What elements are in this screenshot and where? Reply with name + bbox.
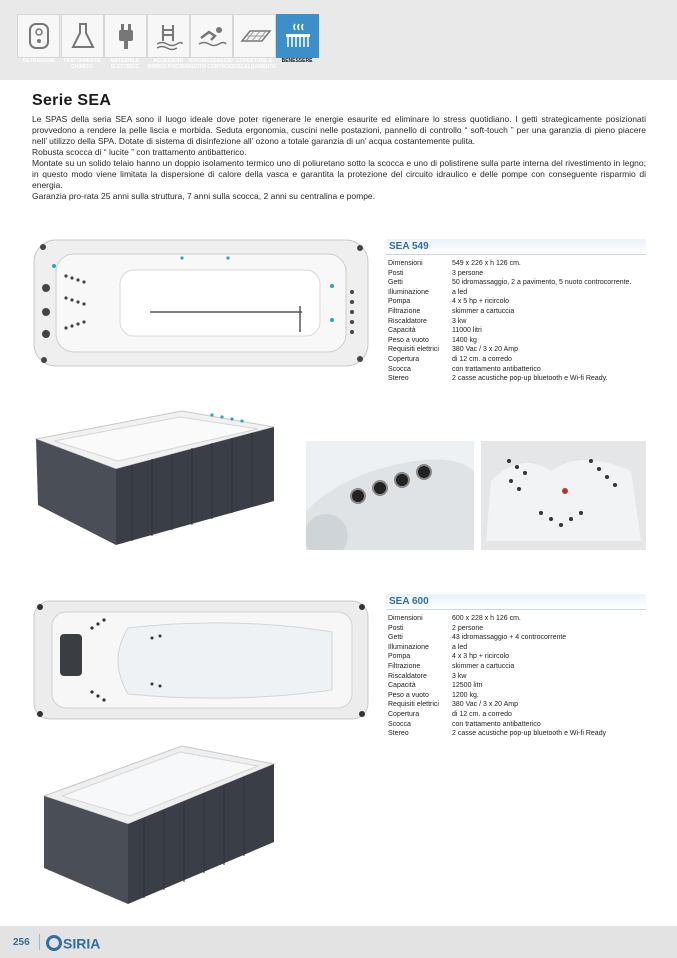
spec-value: 600 x 228 x h 126 cm. bbox=[452, 615, 521, 622]
spec-label: Filtrazione bbox=[388, 662, 421, 670]
spec-value: skimmer a cartuccia bbox=[452, 307, 515, 315]
spec-row bbox=[386, 633, 606, 643]
spec-value: 3 kw bbox=[452, 317, 467, 325]
spec-value: 2 casse acustiche pop-up bluetooth e Wi-fi Ready bbox=[452, 730, 607, 738]
jets-detail-photo bbox=[306, 441, 474, 550]
spec-row bbox=[386, 345, 631, 355]
tab-label-trattamento: TRATTAMENTO CHIMICO bbox=[63, 58, 101, 70]
spec-value: 11000 litri bbox=[452, 327, 482, 335]
sea549-spec-sheet bbox=[386, 239, 646, 384]
swimmer-icon bbox=[197, 21, 227, 51]
spec-row bbox=[386, 336, 631, 346]
intro-text bbox=[32, 114, 646, 202]
tab-label-materiale: MATERIALE ELETTRICO bbox=[110, 58, 140, 70]
spec-value: 4 x 3 hp + ricircolo bbox=[452, 653, 509, 661]
spec-value: 1400 kg bbox=[452, 336, 477, 344]
spec-value: 380 Vac / 3 x 20 Amp bbox=[452, 346, 519, 354]
spec-label: Riscaldatore bbox=[388, 317, 427, 325]
spec-row bbox=[386, 259, 631, 269]
spec-label: Copertura bbox=[388, 710, 420, 718]
spec-value: 3 persone bbox=[452, 269, 484, 277]
spec-row bbox=[386, 643, 606, 653]
spec-label: Copertura bbox=[388, 355, 420, 363]
sea549-perspective-photo bbox=[32, 405, 276, 549]
spec-row bbox=[386, 681, 606, 691]
spec-label: Riscaldatore bbox=[388, 672, 427, 680]
sea600-perspective-photo bbox=[32, 738, 276, 906]
spec-label: Pompa bbox=[388, 653, 411, 661]
intro-paragraph: Robusta scocca di “ lucite ” con trattamento antibatterico. bbox=[32, 147, 247, 157]
page-number: 256 bbox=[13, 937, 30, 948]
page-title: Serie SEA bbox=[32, 92, 112, 109]
spec-row bbox=[386, 700, 606, 710]
spec-value: di 12 cm. a corredo bbox=[452, 355, 512, 363]
footer-divider bbox=[39, 934, 40, 950]
spec-label: Dimensioni bbox=[388, 615, 423, 622]
cover-icon bbox=[240, 21, 272, 51]
spec-value: con trattamento antibatterico bbox=[452, 720, 541, 728]
spec-label: Stereo bbox=[388, 730, 409, 738]
tab-label-accessori: ACCESSORI BORDO PISCINA bbox=[147, 58, 189, 70]
siria-logo bbox=[46, 933, 116, 958]
spec-row bbox=[386, 729, 606, 739]
spec-label: Posti bbox=[388, 624, 404, 632]
spec-value: a led bbox=[452, 288, 468, 296]
spec-label: Scocca bbox=[388, 720, 411, 728]
spec-row bbox=[386, 662, 606, 672]
tab-label-idromassaggio: IDROMASSAGGIO NUOTO CONTROC. bbox=[187, 58, 235, 70]
spec-row bbox=[386, 652, 606, 662]
spec-row bbox=[386, 691, 606, 701]
spec-label: Getti bbox=[388, 634, 403, 642]
spec-table bbox=[386, 259, 631, 384]
spec-label: Posti bbox=[388, 269, 404, 277]
spec-value: di 12 cm. a corredo bbox=[452, 710, 512, 718]
tab-accessori-bordo-piscina[interactable] bbox=[147, 14, 190, 58]
spec-label: Dimensioni bbox=[388, 260, 423, 267]
spec-row bbox=[386, 288, 631, 298]
spec-value: 4 x 5 hp + ricircolo bbox=[452, 298, 509, 306]
spec-table bbox=[386, 614, 606, 739]
sea600-top-view-photo bbox=[32, 598, 372, 722]
spec-row bbox=[386, 365, 631, 375]
plug-icon bbox=[111, 21, 141, 51]
product-name: SEA 549 bbox=[386, 239, 646, 255]
spec-row bbox=[386, 278, 631, 288]
spec-label: Pompa bbox=[388, 298, 411, 306]
spec-row bbox=[386, 269, 631, 279]
spec-row bbox=[386, 614, 606, 624]
brand-name: SIRIA bbox=[63, 935, 101, 952]
spec-value: 549 x 226 x h 126 cm. bbox=[452, 260, 521, 267]
spec-value: 2 casse acustiche pop-up bluetooth e Wi-fi Ready. bbox=[452, 375, 608, 383]
sea600-spec-sheet bbox=[386, 594, 646, 739]
spec-row bbox=[386, 355, 631, 365]
spec-label: Peso a vuoto bbox=[388, 691, 429, 699]
spec-value: 380 Vac / 3 x 20 Amp bbox=[452, 701, 519, 709]
spec-row bbox=[386, 672, 606, 682]
spec-label: Capacità bbox=[388, 682, 416, 690]
spec-label: Getti bbox=[388, 279, 403, 287]
tab-benessere[interactable] bbox=[276, 14, 319, 58]
spec-label: Requisiti elettrici bbox=[388, 701, 439, 709]
tab-materiale-elettrico[interactable] bbox=[104, 14, 147, 58]
spec-row bbox=[386, 374, 631, 384]
spec-value: 1200 kg. bbox=[452, 691, 479, 699]
tab-label-filtrazione: FILTRAZIONE bbox=[22, 58, 56, 64]
spec-label: Capacità bbox=[388, 327, 416, 335]
tab-label-benessere: BENESSERE bbox=[281, 58, 313, 64]
spec-row bbox=[386, 624, 606, 634]
tab-coperture-riscaldamento[interactable] bbox=[233, 14, 276, 58]
spec-label: Filtrazione bbox=[388, 307, 421, 315]
sea549-top-view-photo bbox=[32, 236, 372, 370]
spec-value: 50 idromassaggio, 2 a pavimento, 5 nuoto controcorrente. bbox=[452, 279, 632, 287]
tab-label-coperture: COPERTURE E RISCALDAMENTO bbox=[232, 58, 276, 70]
spec-label: Stereo bbox=[388, 375, 409, 383]
spec-row bbox=[386, 317, 631, 327]
intro-paragraph: Montate su un solido telaio hanno un doppio isolamento termico uno di poliuretano sotto la scocca e uno di polistirene sulla parte interna del rivestimento in legno; in questo modo viene limitata la dispersione di calore della vasca e garantita la protezione del circuito idraulico e delle pompe con conseguente risparmio di energia. bbox=[32, 158, 646, 190]
filter-icon bbox=[24, 21, 54, 51]
flask-icon bbox=[68, 21, 98, 51]
category-nav-bar bbox=[0, 0, 677, 80]
seats-detail-photo bbox=[481, 441, 646, 550]
intro-paragraph: Garanzia pro-rata 25 anni sulla struttura, 7 anni sulla scocca, 2 anni su centralina e pompe. bbox=[32, 191, 376, 201]
spec-value: 12500 litri bbox=[452, 682, 483, 690]
tab-filtrazione[interactable] bbox=[17, 14, 60, 58]
spec-value: 2 persone bbox=[452, 624, 484, 632]
spec-row bbox=[386, 307, 631, 317]
spec-row bbox=[386, 297, 631, 307]
spec-value: a led bbox=[452, 643, 468, 651]
spec-label: Peso a vuoto bbox=[388, 336, 429, 344]
spec-row bbox=[386, 710, 606, 720]
spec-label: Illuminazione bbox=[388, 643, 429, 651]
spec-row bbox=[386, 720, 606, 730]
spec-value: skimmer a cartuccia bbox=[452, 662, 515, 670]
intro-paragraph: Le SPAS della seria SEA sono il luogo ideale dove poter rigenerare le energie esaurite ed eliminare lo stress quotidiano. I getti strategicamente posizionati provvedono a rendere la pelle liscia e morbida. Seduta ergonomia, cuscini nelle postazioni, pannello di controllo “ soft-touch ” per una garanzia di pieno piacere nell’ utilizzo della SPA. Dotate di sistema di disinfezione all’ ozono a totale garanzia di un’ acqua costantemente pulita. bbox=[32, 114, 646, 146]
spec-value: 43 idromassaggio + 4 controcorrente bbox=[452, 634, 567, 642]
spec-value: 3 kw bbox=[452, 672, 467, 680]
tab-trattamento-chimico[interactable] bbox=[61, 14, 104, 58]
spec-label: Requisiti elettrici bbox=[388, 346, 439, 354]
spec-label: Scocca bbox=[388, 365, 411, 373]
tab-idromassaggio-nuoto[interactable] bbox=[190, 14, 233, 58]
spec-label: Illuminazione bbox=[388, 288, 429, 296]
spa-icon bbox=[283, 21, 313, 51]
product-name: SEA 600 bbox=[386, 594, 646, 610]
ladder-icon bbox=[154, 21, 184, 51]
spec-value: con trattamento antibatterico bbox=[452, 365, 541, 373]
spec-row bbox=[386, 326, 631, 336]
